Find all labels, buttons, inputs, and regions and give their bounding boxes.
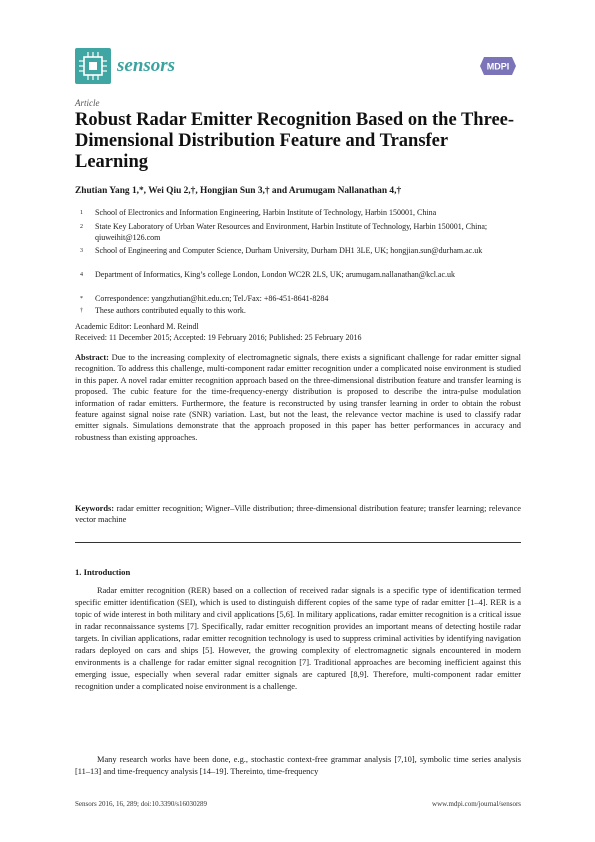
journal-name: sensors — [117, 55, 176, 76]
academic-editor: Academic Editor: Leonhard M. Reindl — [75, 322, 199, 331]
affiliation-mark: 4 — [80, 272, 83, 278]
article-dates — [75, 322, 525, 343]
intro-paragraph-1: Radar emitter recognition (RER) based on a collection of received radar signals is a specific type of identification termed specific emitter identification (SEI), which is used to distinguish different copies of the same type of radar emitter [1–4]. RER is a topic of wide interest in both military and civil applications [5,6]. In military applications, radar emitter recognition is a critical issue in radar reconnaissance systems [7]. Specifically, radar emitter recognition provides an important means of detecting hostile radar targets. In civilian applications, radar emitter recognition technology is used to suppress criminal activities by identifying navigation radars deployed on cars and ships [5]. However, the growing complexity of electromagnetic signals encountered in modern environments is a challenge for radar emitter signal recognition [7]. Traditional approaches are becoming inefficient against this emerging issue, especially when several radar emitter signals are captured [8,9]. Therefore, multi-component radar emitter recognition under a complicated noise environment is a challenge. — [75, 586, 521, 691]
author-list: Zhutian Yang 1,*, Wei Qiu 2,†, Hongjian Sun 3,† and Arumugam Nallanathan 4,† — [75, 186, 402, 196]
sensors-chip-icon — [75, 48, 111, 84]
affiliation-text: Department of Informatics, King’s college London, London WC2R 2LS, UK; arumugam.nallanathan@kcl.ac.uk — [95, 270, 456, 279]
mdpi-logo — [480, 55, 516, 77]
affiliation-text: State Key Laboratory of Urban Water Resources and Environment, Harbin Institute of Technology, Harbin 150001, China; qiuweihit@126.com — [95, 222, 488, 242]
mdpi-logo-text: MDPI — [486, 61, 510, 72]
keywords — [75, 503, 521, 526]
affiliation-mark: † — [80, 308, 83, 314]
intro-paragraph-2: Many research works have been done, e.g., stochastic context-free grammar analysis [7,10], symbolic time series analysis [11–13] and time-frequency analysis [14–19]. Thereinto, time-frequency — [75, 755, 521, 776]
keywords-label: Keywords: — [75, 504, 115, 513]
equal-contribution-text: These authors contributed equally to this work. — [95, 306, 246, 315]
section-divider — [75, 542, 521, 543]
chip-glyph — [75, 48, 111, 84]
affiliation-mark: * — [80, 296, 83, 302]
affiliation-text: School of Engineering and Computer Science, Durham University, Durham DH1 3LE, UK; hongjian.sun@durham.ac.uk — [95, 246, 483, 255]
keywords-text: radar emitter recognition; Wigner–Ville distribution; three-dimensional distribution feature; transfer learning; relevance vector machine — [75, 504, 521, 525]
correspondence-text: Correspondence: yangzhutian@hit.edu.cn; Tel./Fax: +86-451-8641-8284 — [95, 294, 329, 303]
abstract-label: Abstract: — [75, 353, 109, 362]
affiliation-mark: 3 — [80, 248, 83, 254]
section-heading: 1. Introduction — [75, 567, 131, 577]
affiliation-mark: 2 — [80, 224, 83, 230]
affiliation-mark: 1 — [80, 210, 83, 216]
article-title: Robust Radar Emitter Recognition Based on the Three-Dimensional Distribution Feature and Transfer Learning — [75, 110, 515, 172]
publication-history: Received: 11 December 2015; Accepted: 19 February 2016; Published: 25 February 2016 — [75, 332, 362, 342]
abstract — [75, 352, 521, 443]
affiliation-text: School of Electronics and Information Engineering, Harbin Institute of Technology, Harbin 150001, China — [95, 208, 437, 217]
footer-citation: Sensors 2016, 16, 289; doi:10.3390/s16030289 — [75, 800, 208, 808]
abstract-text: Due to the increasing complexity of electromagnetic signals, there exists a significant challenge for radar emitter signal recognition. To address this challenge, multi-component radar emitter recognition under a complicated noise environment is studied in this paper. A novel radar emitter recognition approach based on the three-dimensional distribution feature and transfer learning is proposed. The cubic feature for the time-frequency-energy distribution is proposed to describe the intra-pulse modulation information of radar emitters. Furthermore, the feature is reconstructed by using transfer learning in order to obtain the robust feature against signal noise rate (SNR) variation. Last, but not the least, the relevance vector machine is used to classify radar emitter signals. Simulations demonstrate that the approach proposed in this paper has better performances in accuracy and robustness than existing approaches. — [75, 353, 522, 442]
article-type: Article — [75, 98, 100, 108]
footer-journal-url[interactable]: www.mdpi.com/journal/sensors — [432, 800, 521, 808]
